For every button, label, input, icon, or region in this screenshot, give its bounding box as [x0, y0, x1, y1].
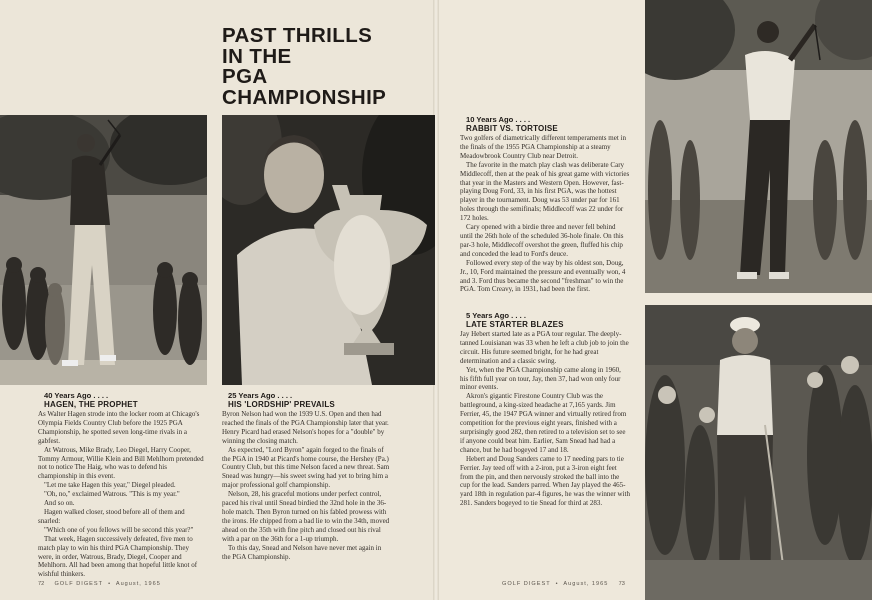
hagen-paragraph: "Which one of you fellows will be second this year?": [44, 525, 194, 534]
hebert-paragraph: Akron's gigantic Firestone Country Club was the battleground, a king-sized headache at 7,165 yards. Jim Ferrier, 45, the 1947 PGA winner and virtually retired from competition for the previous eight years, finished with a surprisingly good 282, then retired to a television set to see if anyone could beat him. Earlier, Sam Snead had had a chance, but he had bogeyed 17 and 18.: [460, 392, 627, 454]
title-line: PAST THRILLS: [222, 24, 373, 47]
nelson-paragraph: Nelson, 28, his graceful motions under perfect control, paced his rival until Snead birdied the 32nd hole in the 36-hole match. Then Byron turned on his fabled prowess with the irons. He chipped from a bad lie to win the 34th, moved ahead on the 35th with fine pitch and closed out his rival with a par on the 36th for a 1-up triumph.: [222, 490, 390, 543]
nelson-section: [222, 391, 390, 561]
hebert-headline: LATE STARTER BLAZES: [466, 320, 564, 329]
nelson-kicker: 25 Years Ago . . . .: [228, 391, 293, 400]
ford-kicker: 10 Years Ago . . . .: [466, 115, 531, 124]
hagen-kicker: 40 Years Ago . . . .: [44, 391, 109, 400]
hagen-paragraph: Hagen walked closer, stood before all of them and snarled:: [38, 507, 185, 525]
left-issue-date: August, 1965: [115, 581, 161, 587]
nelson-photo-image: [222, 115, 435, 385]
ford-paragraph: Two golfers of diametrically different temperaments met in the finals of the 1955 PGA Championship at a steamy Meadowbrook Country Club near Detroit.: [460, 134, 626, 160]
nelson-paragraph: As expected, "Lord Byron" again forged to the finals of the PGA in 1940 at Picard's home course, the Hershey (Pa.) Country Club, but this time Nelson faced a new threat. Sam Snead was hungry—his sweet swing had yet to bring him a major professional golf championship.: [222, 445, 390, 490]
hagen-section: [38, 391, 206, 579]
right-folio: GOLF DIGEST • August, 1965 73: [502, 581, 625, 587]
hebert-section: [460, 311, 630, 508]
left-magazine-name: GOLF DIGEST: [54, 581, 103, 587]
ford-paragraph: The favorite in the match play clash was deliberate Cary Middlecoff, then at the peak of his great game with victories that year in the Masters and Western Open. However, fast-playing Doug Ford, 33, in his first PGA, was the hottest player in the tournament. Doug was 53 under par for 161 holes through the semifinals; Middlecoff was 22 under for 172 holes.: [460, 160, 630, 223]
hebert-paragraph: Yet, when the PGA Championship came along in 1960, his fifth full year on tour, Jay, then 37, had won only four minor events.: [460, 365, 621, 392]
ford-headline: RABBIT VS. TORTOISE: [466, 124, 558, 133]
ford-photo: [645, 0, 872, 293]
hagen-paragraph: At Watrous, Mike Brady, Leo Diegel, Harry Cooper, Tommy Armour, Willie Klein and Bill Mehlhorn pretended not to notice The Haig, who was to defend his championship in this event.: [38, 445, 204, 481]
right-page-number: 73: [618, 581, 625, 587]
hagen-photo-image: [0, 115, 207, 385]
title-line: PGA: [222, 65, 268, 88]
hebert-kicker: 5 Years Ago . . . .: [466, 311, 526, 320]
hagen-paragraph: "Oh, no," exclaimed Watrous. "This is my year.": [44, 490, 180, 499]
hagen-photo: [0, 115, 207, 385]
right-magazine-name: GOLF DIGEST: [502, 581, 551, 587]
nelson-photo: [222, 115, 435, 385]
nelson-headline: HIS 'LORDSHIP' PREVAILS: [228, 400, 335, 409]
article-title: [222, 26, 422, 108]
hagen-paragraph: "Let me take Hagen this year," Diegel pleaded.: [44, 481, 176, 490]
ford-photo-image: [645, 0, 872, 293]
nelson-paragraph: To this day, Snead and Nelson have never met again in the PGA Championship.: [222, 543, 382, 561]
hagen-paragraph: As Walter Hagen strode into the locker room at Chicago's Olympia Fields Country Club before the 1925 PGA Championship, he spotted seven long-time rivals in a gabfest.: [38, 410, 200, 445]
nelson-paragraph: Byron Nelson had won the 1939 U.S. Open and then had reached the finals of the PGA Championship later that year. Henry Picard had erased Nelson's hopes for a "double" by winning the closing match.: [222, 410, 389, 445]
hagen-paragraph: That week, Hagen successively defeated, five men to match play to win his third PGA Championship. They were, in order, Watrous, Brady, Diegel, Cooper and Mehlhorn. All had been among that hopeful little knot of wishful thinkers.: [38, 534, 198, 579]
hebert-paragraph: Hebert and Doug Sanders came to 17 needing pars to tie Ferrier. Jay teed off with a 2-iron, put a 3-iron eight feet from the pin, and then nervously stroked the ball into the cup for the lead. Sanders parred. When Jay played the 465-yard 18th in regulation par-4 figures, he was the winner with 281. Sanders bogeyed to tie Snead for third at 283.: [460, 454, 630, 508]
title-line: CHAMPIONSHIP: [222, 85, 387, 109]
ford-paragraph: Cary opened with a birdie three and never fell behind until the 26th hole of the scheduled 36-hole finale. On this par-3 hole, Middlecoff overshot the green, fluffed his chip and conceded the lead to Ford's deuce.: [460, 223, 624, 258]
hagen-paragraph: And so on.: [44, 499, 75, 508]
ford-paragraph: Followed every step of the way by his oldest son, Doug, Jr., 10, Ford maintained the pressure and eventually won, 4 and 3. Ford thus became the second "freshman" to win the PGA. Tom Creavy, in 1931, had been the first.: [460, 258, 626, 294]
left-page-number: 72: [38, 581, 45, 587]
left-folio: 72 GOLF DIGEST • August, 1965: [38, 581, 161, 587]
right-issue-date: August, 1965: [563, 581, 609, 587]
hebert-photo: [645, 305, 872, 600]
hebert-paragraph: Jay Hebert started late as a PGA tour regular. The deeply-tanned Louisianan was 33 when he left a club job to join the circuit. His future seemed bright, for he had great determination and a classic swing.: [460, 330, 629, 365]
title-line: IN THE: [222, 44, 292, 68]
hagen-headline: HAGEN, THE PROPHET: [44, 400, 138, 409]
ford-section: [460, 115, 630, 294]
hebert-photo-image: [645, 305, 872, 600]
